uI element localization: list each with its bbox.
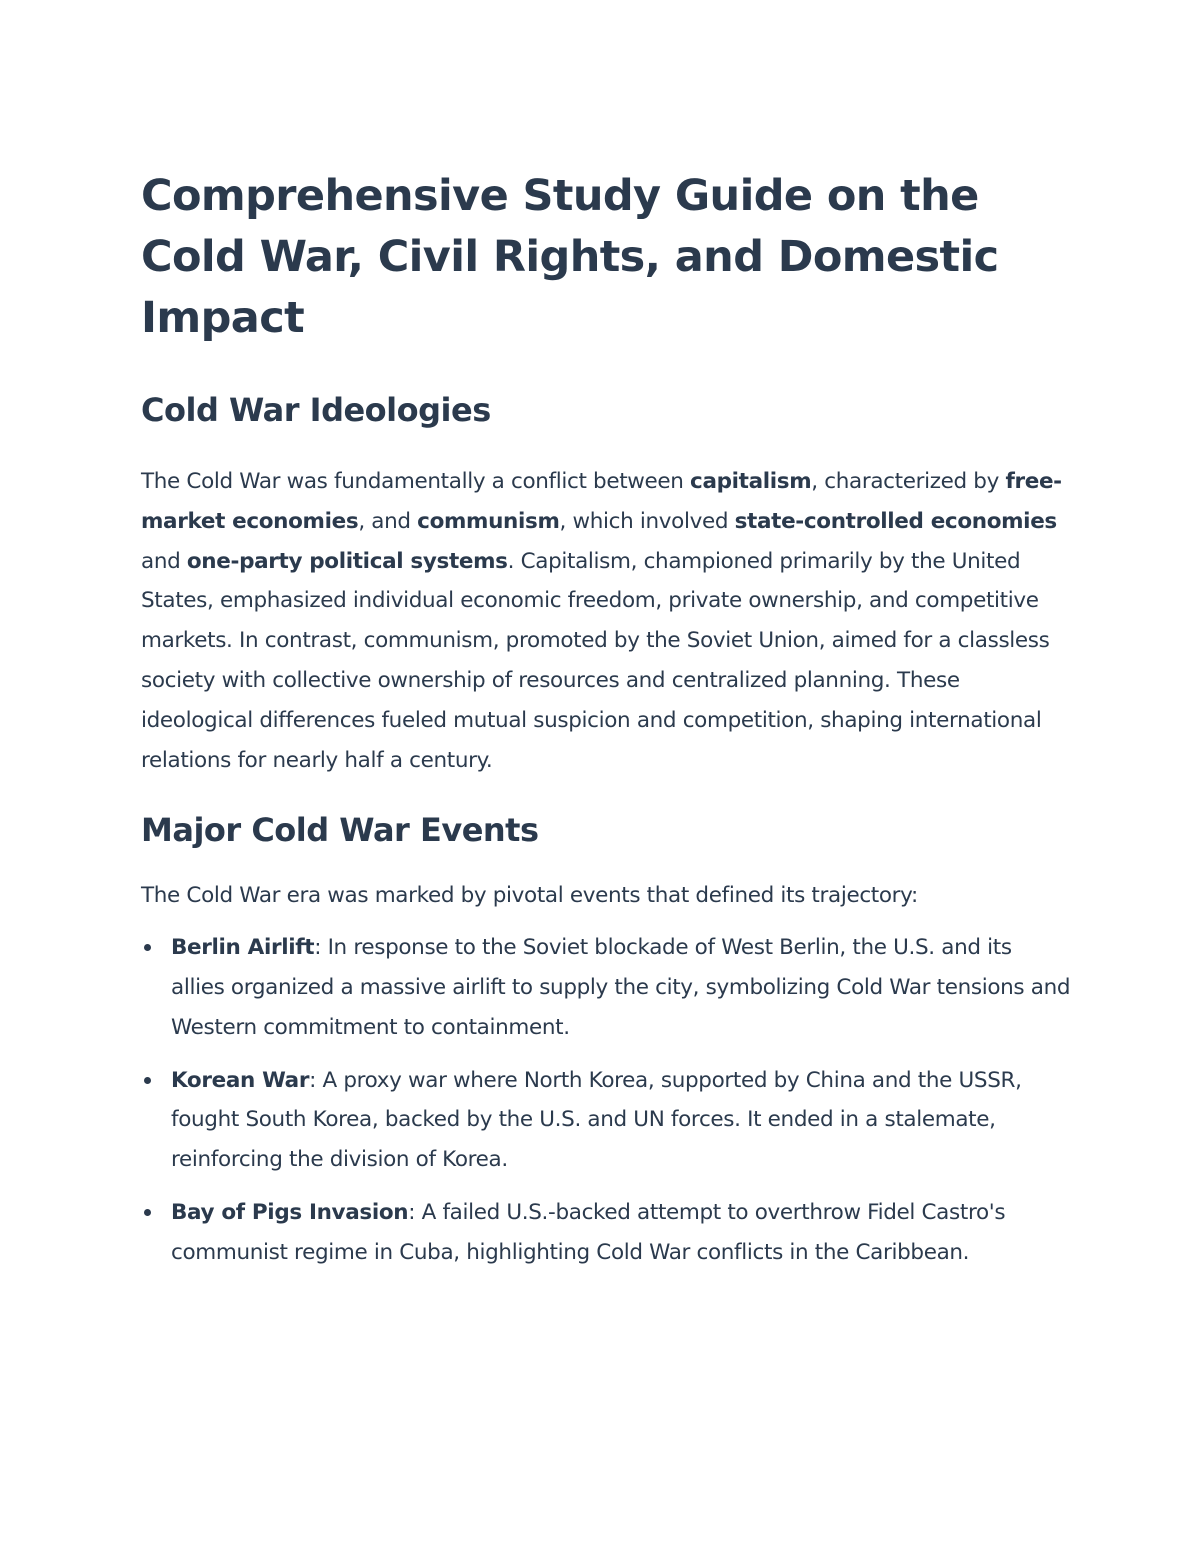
- event-description: : A failed U.S.-backed attempt to overthrow Fidel Castro's communist regime in Cuba, highlighting Cold War conflicts in the Caribbean.: [171, 1199, 1006, 1265]
- list-item: [141, 1193, 1071, 1273]
- paragraph-text: , which involved: [559, 508, 735, 534]
- section-heading-ideologies: Cold War Ideologies: [141, 391, 491, 429]
- list-item: [141, 928, 1071, 1047]
- event-term: Bay of Pigs Invasion: [171, 1199, 409, 1225]
- event-term: Berlin Airlift: [171, 935, 315, 961]
- ideologies-paragraph: [141, 462, 1071, 780]
- paragraph-text: , and: [358, 508, 418, 534]
- paragraph-text: The Cold War was fundamentally a conflict between: [141, 469, 691, 494]
- bold-term-capitalism: capitalism: [690, 469, 812, 494]
- bold-term-communism: communism: [417, 508, 560, 534]
- list-item: [141, 1061, 1071, 1180]
- paragraph-text: . Capitalism, championed primarily by the United States, emphasized individual economic freedom, private ownership, and competitive markets. In contrast, communism, promoted by the Soviet Union, aimed for a classless society with collective ownership of resources and centralized planning. These ideological differences fueled mutual suspicion and competition, shaping international relations for nearly half a century.: [141, 548, 1050, 773]
- event-term: Korean War: [171, 1067, 310, 1093]
- events-list: [141, 928, 1071, 1272]
- bullet-icon: [144, 1077, 151, 1084]
- bold-term-state-controlled: state-controlled economies: [734, 508, 1057, 534]
- document-title: Comprehensive Study Guide on the Cold War, Civil Rights, and Domestic Impact: [141, 171, 999, 343]
- bold-term-free-market: free-market economies: [141, 469, 1062, 534]
- section-heading-events: Major Cold War Events: [141, 811, 539, 850]
- document-page: [141, 166, 1071, 1286]
- event-description: : A proxy war where North Korea, supported by China and the USSR, fought South Korea, backed by the U.S. and UN forces. It ended in a stalemate, reinforcing the division of Korea.: [171, 1067, 1022, 1173]
- bold-term-one-party: one-party political systems: [186, 548, 508, 574]
- paragraph-text: and: [141, 548, 187, 574]
- paragraph-text: , characterized by: [811, 469, 1006, 494]
- event-description: : In response to the Soviet blockade of West Berlin, the U.S. and its allies organized a massive airlift to supply the city, symbolizing Cold War tensions and Western commitment to containment.: [171, 935, 1071, 1040]
- events-intro: The Cold War era was marked by pivotal events that defined its trajectory:: [141, 883, 918, 909]
- bullet-icon: [144, 944, 151, 951]
- bullet-icon: [144, 1209, 151, 1216]
